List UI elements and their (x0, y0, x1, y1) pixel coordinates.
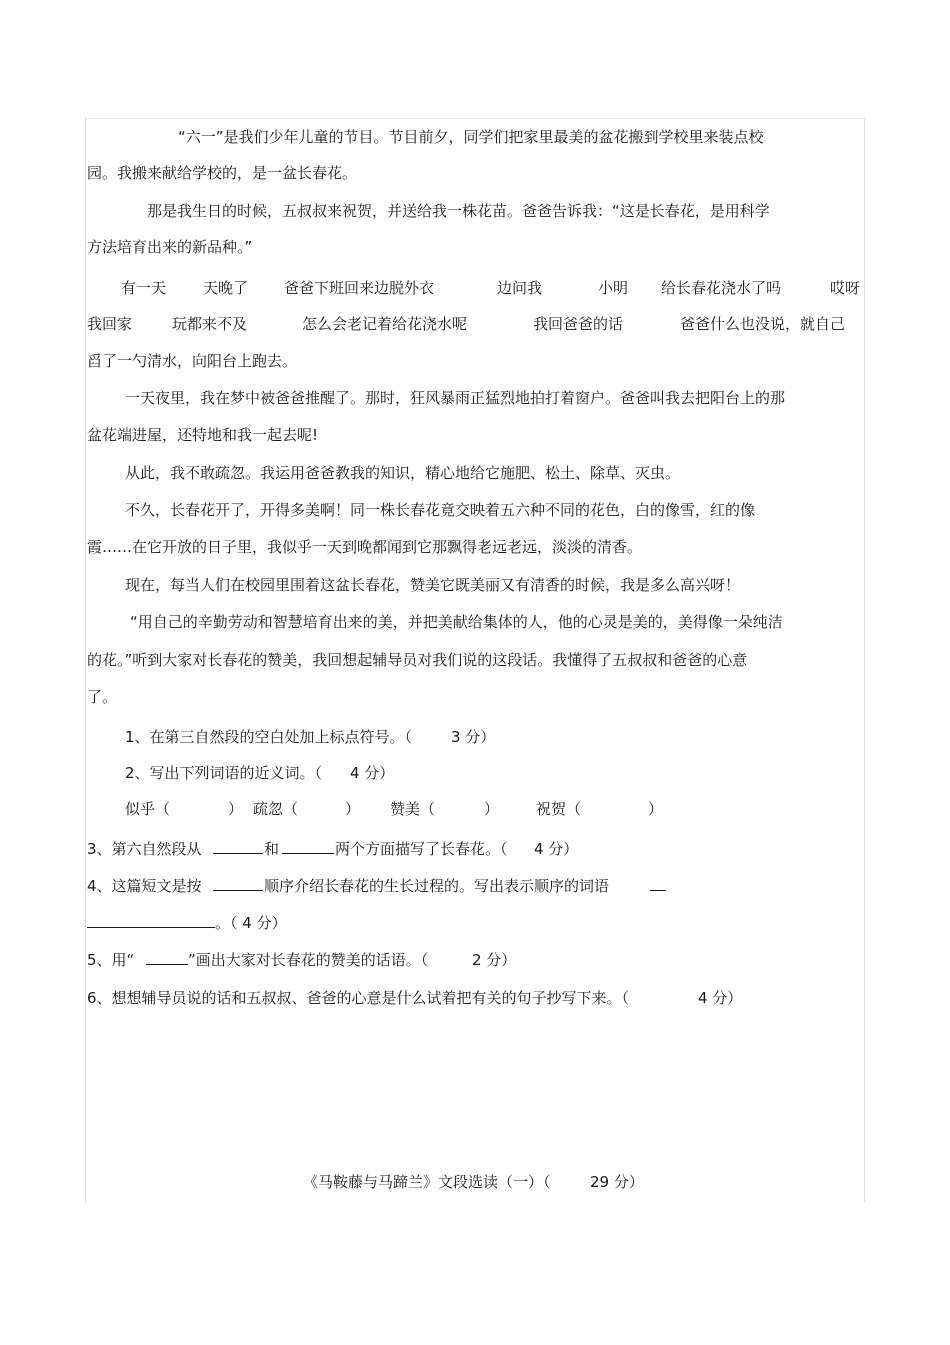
q2-paren: ） (648, 800, 664, 818)
question-4-b: 顺序介绍长春花的生长过程的。写出表示顺序的词语 (264, 877, 610, 895)
passage-p2-line2: 方法培育出来的新品种。” (87, 238, 253, 256)
question-3-a: 3、第六自然段从 (87, 840, 202, 858)
passage-p6-line2: 霞……在它开放的日子里，我似乎一天到晚都闻到它那飘得老远老远，淡淡的清香。 (87, 538, 643, 556)
question-1-score: 3 分） (451, 728, 496, 746)
question-6-score: 4 分） (698, 989, 743, 1007)
answer-blank[interactable] (87, 913, 215, 933)
question-5-a: 5、用“ (87, 951, 135, 969)
question-5-score: 2 分） (472, 951, 517, 969)
question-4-a: 4、这篇短文是按 (87, 877, 202, 895)
q2-word: 疏忽（ (253, 800, 299, 818)
question-2-score: 4 分） (350, 764, 395, 782)
question-3-b: 和 (264, 840, 280, 858)
answer-blank[interactable] (213, 876, 263, 896)
section-title-score: 29 分） (590, 1173, 644, 1191)
q2-word: 似乎（ (125, 800, 171, 818)
p3-seg: 有一天 (121, 279, 167, 297)
passage-p1-line1: “六一”是我们少年儿童的节目。节目前夕，同学们把家里最美的盆花搬到学校里来装点校 (178, 128, 764, 146)
p3-seg: 玩都来不及 (172, 315, 248, 333)
p3-seg: 爸爸下班回来边脱外衣 (284, 279, 435, 297)
q2-paren: ） (228, 800, 244, 818)
p3-seg: 怎么会老记着给花浇水呢 (302, 315, 468, 333)
q2-word: 祝贺（ (536, 800, 582, 818)
p3-seg: 我回家 (87, 315, 133, 333)
answer-blank[interactable] (213, 839, 263, 859)
q2-paren: ） (345, 800, 361, 818)
p3-seg: 小明 (598, 279, 629, 297)
passage-p1-line2: 园。我搬来献给学校的，是一盆长春花。 (87, 164, 358, 182)
p3-seg: 天晚了 (203, 279, 249, 297)
passage-p8-line1: “用自己的辛勤劳动和智慧培育出来的美，并把美献给集体的人，他的心灵是美的，美得像一朵纯洁 (130, 613, 783, 631)
passage-p5: 从此，我不敢疏忽。我运用爸爸教我的知识，精心地给它施肥、松土、除草、灭虫。 (125, 464, 681, 482)
answer-blank[interactable] (282, 839, 334, 859)
passage-p8-line2: 的花。”听到大家对长春花的赞美，我回想起辅导员对我们说的这段话。我懂得了五叔叔和爸爸的心意 (87, 651, 748, 669)
p3-seg: 舀了一勺清水，向阳台上跑去。 (87, 352, 298, 370)
question-6: 6、想想辅导员说的话和五叔叔、爸爸的心意是什么试着把有关的句子抄写下来。（ (87, 989, 630, 1007)
answer-blank[interactable] (650, 876, 666, 896)
q2-paren: ） (484, 800, 500, 818)
question-4-c: 。（ 4 分） (215, 914, 287, 932)
question-3-c: 两个方面描写了长春花。（ (335, 840, 508, 858)
q2-word: 赞美（ (390, 800, 436, 818)
answer-blank[interactable] (146, 950, 188, 970)
p3-seg: 我回爸爸的话 (533, 315, 624, 333)
question-2: 2、写出下列词语的近义词。（ (125, 764, 323, 782)
passage-p8-line3: 了。 (87, 688, 118, 706)
passage-p4-line1: 一天夜里，我在梦中被爸爸推醒了。那时，狂风暴雨正猛烈地拍打着窗户。爸爸叫我去把阳台上的那 (125, 389, 786, 407)
passage-p4-line2: 盆花端进屋，还特地和我一起去呢! (87, 426, 319, 444)
p3-seg: 边问我 (497, 279, 543, 297)
section-title: 《马鞍藤与马蹄兰》文段选读（一）（ (303, 1173, 551, 1191)
passage-p7: 现在，每当人们在校园里围着这盆长春花，赞美它既美丽又有清香的时候，我是多么高兴呀！ (125, 576, 741, 594)
p3-seg: 给长春花浇水了吗 (661, 279, 782, 297)
p3-seg: 哎呀 (830, 279, 861, 297)
question-3-score: 4 分） (534, 840, 579, 858)
passage-p2-line1: 那是我生日的时候，五叔叔来祝贺，并送给我一株花苗。爸爸告诉我：“这是长春花，是用科学 (147, 202, 770, 220)
passage-p6-line1: 不久，长春花开了，开得多美啊！同一株长春花竟交映着五六种不同的花色，白的像雪，红的像 (125, 501, 756, 519)
p3-seg: 爸爸什么也没说，就自己 (680, 315, 846, 333)
question-5-b: ”画出大家对长春花的赞美的话语。（ (188, 951, 429, 969)
question-1: 1、在第三自然段的空白处加上标点符号。（ (125, 728, 413, 746)
